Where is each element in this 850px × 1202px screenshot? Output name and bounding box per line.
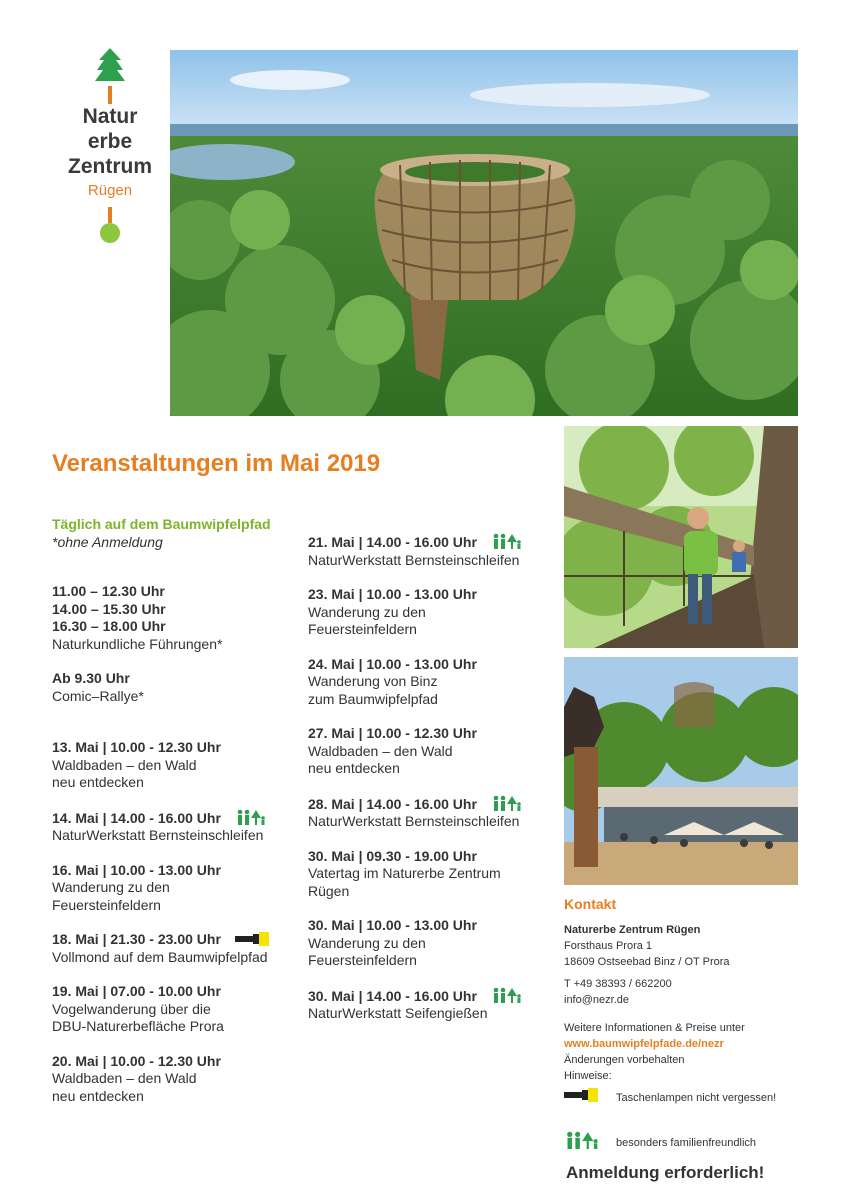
left-column [52, 516, 302, 1122]
changes-note: Änderungen vorbehalten [564, 1054, 685, 1066]
tour-time-3: 16.30 – 18.00 Uhr [52, 618, 166, 634]
event-line2: neu entdecken [52, 774, 144, 790]
family-icon [235, 809, 265, 825]
event-line1: Wanderung zu den [52, 879, 170, 895]
contact-title: Kontakt [564, 896, 617, 912]
event-30-may-wanderung [308, 917, 560, 970]
hint-flashlight [564, 1088, 814, 1107]
right-column [308, 533, 560, 1040]
event-line1: Waldbaden – den Wald [52, 756, 197, 773]
event-line2: zum Baumwipfelpfad [308, 690, 438, 707]
event-date: 23. Mai | 10.00 - 13.00 Uhr [308, 586, 477, 602]
event-date: 13. Mai | 10.00 - 12.30 Uhr [52, 739, 221, 755]
hero-photo-treetop-tower [170, 50, 798, 416]
hints-label: Hinweise: [564, 1070, 612, 1082]
flashlight-icon [564, 1088, 598, 1102]
logo-line2: erbe [87, 130, 133, 153]
logo-line3: Zentrum [68, 155, 152, 178]
event-28-may [308, 795, 560, 831]
rally-time: Ab 9.30 Uhr [52, 670, 130, 686]
event-line2: Rügen [308, 882, 350, 899]
event-line1: Vogelwanderung über die [52, 1000, 211, 1017]
contact-email[interactable]: info@nezr.de [564, 994, 629, 1006]
event-line1: Waldbaden – den Wald [308, 742, 453, 759]
event-date: 30. Mai | 09.30 - 19.00 Uhr [308, 847, 477, 864]
tour-time-2: 14.00 – 15.30 Uhr [52, 600, 166, 617]
family-icon [491, 987, 521, 1003]
logo-line1: Natur [82, 105, 138, 128]
event-20-may [52, 1053, 302, 1106]
event-date: 19. Mai | 07.00 - 10.00 Uhr [52, 983, 221, 999]
event-line1: NaturWerkstatt Bernsteinschleifen [52, 827, 264, 843]
more-info: Weitere Informationen & Preise unter [564, 1022, 745, 1034]
event-line1: Waldbaden – den Wald [52, 1070, 197, 1086]
event-date: 16. Mai | 10.00 - 13.00 Uhr [52, 861, 221, 878]
event-line1: NaturWerkstatt Bernsteinschleifen [308, 551, 520, 568]
event-line1: NaturWerkstatt Seifengießen [308, 1005, 488, 1021]
event-line1: Wanderung zu den [308, 603, 426, 620]
event-line2: neu entdecken [52, 1087, 144, 1104]
contact-org: Naturerbe Zentrum Rügen [564, 924, 701, 936]
event-18-may [52, 931, 302, 966]
event-30-may-vatertag [308, 848, 560, 901]
tree-icon [95, 48, 125, 86]
event-date: 30. Mai | 10.00 - 13.00 Uhr [308, 917, 477, 933]
photo-playground-building [564, 657, 798, 885]
event-line2: Feuersteinfeldern [52, 896, 161, 913]
event-date: 28. Mai | 14.00 - 16.00 Uhr [308, 795, 477, 812]
event-line2: neu entdecken [308, 760, 400, 776]
logo-stem-top [108, 86, 112, 104]
event-30-may-werkstatt [308, 987, 560, 1023]
event-date: 24. Mai | 10.00 - 13.00 Uhr [308, 655, 477, 672]
tour-time-1: 11.00 – 12.30 Uhr [52, 583, 165, 599]
website-link[interactable]: www.baumwipfelpfade.de/nezr [564, 1038, 724, 1050]
event-date: 18. Mai | 21.30 - 23.00 Uhr [52, 931, 221, 947]
event-line1: Vollmond auf dem Baumwipfelpfad [52, 948, 268, 965]
event-line1: Vatertag im Naturerbe Zentrum [308, 865, 501, 881]
flashlight-icon [235, 932, 269, 946]
event-23-may [308, 586, 560, 639]
event-line1: Wanderung zu den [308, 934, 426, 951]
event-date: 20. Mai | 10.00 - 12.30 Uhr [52, 1052, 221, 1069]
daily-note: *ohne Anmeldung [52, 533, 163, 550]
hint-family-text: besonders familienfreundlich [616, 1136, 757, 1149]
event-line2: Feuersteinfeldern [308, 952, 417, 968]
hint-family [564, 1131, 814, 1154]
family-icon [491, 533, 521, 549]
event-date: 27. Mai | 10.00 - 12.30 Uhr [308, 725, 477, 741]
contact-city: 18609 Ostseebad Binz / OT Prora [564, 956, 730, 968]
event-date: 14. Mai | 14.00 - 16.00 Uhr [52, 809, 221, 826]
rally-label: Comic–Rallye* [52, 687, 144, 704]
event-line2: DBU-Naturerbefläche Prora [52, 1018, 224, 1034]
tour-label: Naturkundliche Führungen* [52, 635, 223, 652]
daily-heading: Täglich auf dem Baumwipfelpfad [52, 516, 271, 532]
event-21-may [308, 533, 560, 569]
event-14-may [52, 809, 302, 845]
event-16-may [52, 862, 302, 915]
hint-flashlight-text: Taschenlampen nicht vergessen! [616, 1091, 777, 1104]
event-date: 21. Mai | 14.00 - 16.00 Uhr [308, 534, 477, 550]
event-19-may [52, 983, 302, 1036]
family-icon [491, 795, 521, 811]
event-date: 30. Mai | 14.00 - 16.00 Uhr [308, 987, 477, 1004]
event-27-may [308, 725, 560, 778]
logo [60, 48, 160, 243]
logo-dot [100, 223, 120, 243]
event-line1: Wanderung von Binz [308, 673, 438, 689]
logo-place: Rügen [87, 182, 133, 199]
family-icon [564, 1131, 598, 1149]
contact-phone: T +49 38393 / 662200 [564, 978, 672, 990]
contact-box [564, 896, 814, 1154]
logo-stem-bottom [108, 207, 112, 223]
event-line1: NaturWerkstatt Bernsteinschleifen [308, 813, 520, 829]
contact-street: Forsthaus Prora 1 [564, 940, 653, 952]
registration-required: Anmeldung erforderlich! [566, 1163, 765, 1182]
event-line2: Feuersteinfeldern [308, 621, 417, 637]
event-13-may [52, 739, 302, 792]
event-24-may [308, 656, 560, 709]
photo-child-on-walkway [564, 426, 798, 648]
page-title: Veranstaltungen im Mai 2019 [52, 450, 381, 477]
